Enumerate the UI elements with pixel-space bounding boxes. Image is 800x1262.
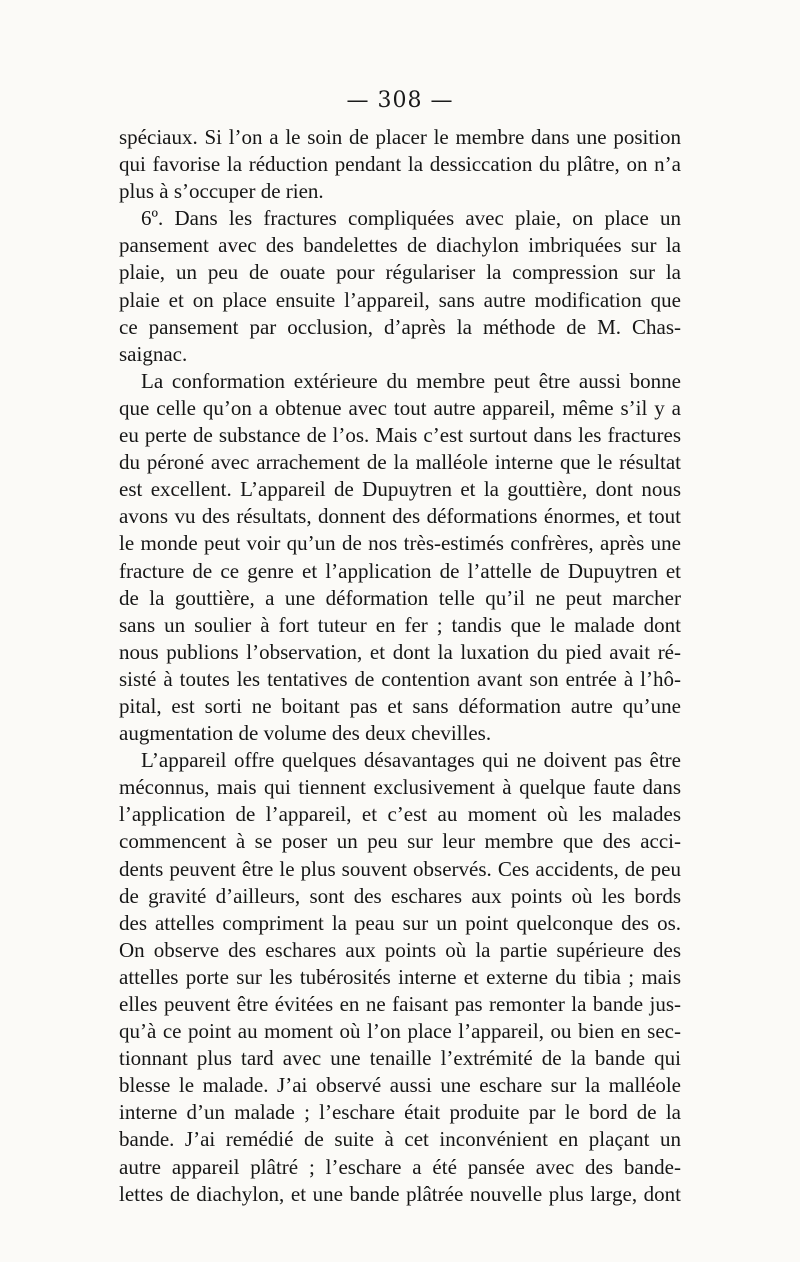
text-line: méconnus, mais qui tiennent exclusivement à quelque faute dans — [119, 775, 681, 800]
text-line: lettes de diachylon, et une bande plâtrée nouvelle plus large, dont — [119, 1181, 681, 1206]
text-line: sans un soulier à fort tuteur en fer ; tandis que le malade dont — [119, 612, 681, 637]
text-line: avons vu des résultats, donnent des déformations énormes, et tout — [119, 504, 681, 529]
text-line: 6º. Dans les fractures compliquées avec plaie, on place un — [141, 206, 681, 231]
text-line: spéciaux. Si l’on a le soin de placer le membre dans une position — [119, 125, 681, 149]
text-line: qui favorise la réduction pendant la dessiccation du plâtre, on n’a — [119, 152, 681, 177]
text-line: le monde peut voir qu’un de nos très-estimés confrères, après une — [119, 531, 681, 556]
text-line: qu’à ce point au moment où l’on place l’appareil, ou bien en sec- — [119, 1019, 681, 1044]
text-line: bande. J’ai remédié de suite à cet inconvénient en plaçant un — [119, 1127, 681, 1152]
text-line: eu perte de substance de l’os. Mais c’est surtout dans les fractures — [119, 423, 681, 448]
text-line: commencent à se poser un peu sur leur membre que des acci- — [119, 829, 681, 854]
text-line: nous publions l’observation, et dont la luxation du pied avait ré- — [119, 639, 681, 664]
text-line: de gravité d’ailleurs, sont des eschares aux points où les bords — [119, 883, 681, 908]
text-line: saignac. — [119, 341, 188, 366]
text-line: du péroné avec arrachement de la malléole interne que le résultat — [119, 450, 681, 475]
text-line: ce pansement par occlusion, d’après la méthode de M. Chas- — [119, 314, 681, 339]
text-line: que celle qu’on a obtenue avec tout autre appareil, même s’il y a — [119, 395, 681, 420]
text-line: sisté à toutes les tentatives de contention avant son entrée à l’hô- — [119, 666, 681, 691]
text-line: elles peuvent être évitées en ne faisant pas remonter la bande jus- — [119, 992, 681, 1016]
text-line: attelles porte sur les tubérosités interne et externe du tibia ; mais — [119, 964, 681, 989]
text-line: pital, est sorti ne boitant pas et sans déformation autre qu’une — [119, 693, 681, 718]
text-line: est excellent. L’appareil de Dupuytren et la gouttière, dont nous — [119, 477, 681, 502]
text-line: L’appareil offre quelques désavantages qui ne doivent pas être — [141, 748, 681, 773]
text-line: de la gouttière, a une déformation telle qu’il ne peut marcher — [119, 585, 681, 610]
body-text — [119, 124, 681, 1208]
text-line: La conformation extérieure du membre peut être aussi bonne — [141, 368, 681, 393]
text-line: autre appareil plâtré ; l’eschare a été pansée avec des bande- — [119, 1154, 681, 1179]
text-line: plus à s’occuper de rien. — [119, 179, 324, 204]
text-line: plaie et on place ensuite l’appareil, sans autre modification que — [119, 287, 681, 312]
text-line: plaie, un peu de ouate pour régulariser la compression sur la — [119, 260, 681, 285]
text-line: On observe des eschares aux points où la partie supérieure des — [119, 937, 681, 962]
text-line: l’application de l’appareil, et c’est au moment où les malades — [119, 802, 681, 827]
text-line: des attelles compriment la peau sur un point quelconque des os. — [119, 910, 681, 935]
text-line: interne d’un malade ; l’eschare était produite par le bord de la — [119, 1100, 681, 1125]
text-line: augmentation de volume des deux chevilles. — [119, 721, 492, 746]
page-number: — 308 — — [346, 88, 454, 113]
text-line: pansement avec des bandelettes de diachylon imbriquées sur la — [119, 233, 681, 258]
text-line: blesse le malade. J’ai observé aussi une eschare sur la malléole — [119, 1073, 681, 1098]
text-line: dents peuvent être le plus souvent observés. Ces accidents, de peu — [119, 856, 681, 881]
text-line: tionnant plus tard avec une tenaille l’extrémité de la bande qui — [119, 1046, 681, 1071]
text-line: fracture de ce genre et l’application de l’attelle de Dupuytren et — [119, 558, 681, 583]
